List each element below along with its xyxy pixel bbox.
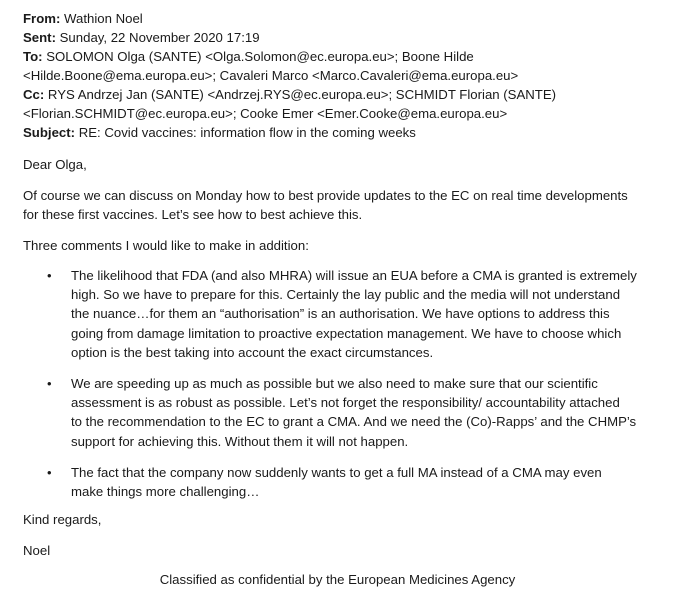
- bullet-1-line-2: high. So we have to prepare for this. Certainly the lay public and the media will not understand: [71, 287, 621, 303]
- sent-value: Sunday, 22 November 2020 17:19: [59, 30, 260, 45]
- to-label: To:: [23, 49, 43, 64]
- bullet-icon: •: [47, 464, 52, 480]
- sent-line: [23, 28, 663, 47]
- bullet-1-line-4: going from damage limitation to proactive expectation management. We have to choose which: [71, 325, 622, 341]
- email-header: [23, 9, 663, 142]
- from-label: From:: [23, 11, 61, 26]
- greeting: Dear Olga,: [23, 157, 87, 172]
- bullet-3-line-1: The fact that the company now suddenly wants to get a full MA instead of a CMA may even: [71, 464, 602, 480]
- paragraph-1-line-1: Of course we can discuss on Monday how to best provide updates to the EC on real time developments: [23, 188, 628, 203]
- from-line: [23, 9, 663, 28]
- bullet-item-1: [23, 266, 653, 362]
- sent-label: Sent:: [23, 30, 56, 45]
- bullet-item-3: [23, 463, 653, 501]
- classification-footer: Classified as confidential by the European Medicines Agency: [159, 572, 516, 587]
- cc-label: Cc:: [23, 87, 45, 102]
- bullet-icon: •: [47, 376, 52, 392]
- closing: Kind regards,: [23, 512, 102, 527]
- subject-value: RE: Covid vaccines: information flow in the coming weeks: [78, 125, 416, 140]
- bullet-1-line-1: The likelihood that FDA (and also MHRA) will issue an EUA before a CMA is granted is extremely: [71, 268, 637, 283]
- bullet-3-line-2: make things more challenging…: [71, 484, 260, 500]
- bullet-2-line-1: We are speeding up as much as possible but we also need to make sure that our scientific: [71, 376, 598, 392]
- cc-line: [23, 85, 663, 104]
- bullet-2-line-2: assessment is as robust as possible. Let’s not forget the responsibility/ accountability attached: [71, 395, 620, 411]
- bullet-2-line-3: to the recommendation to the EC to grant a CMA. And we need the (Co)-Rapps’ and the CHMP’s: [71, 414, 637, 430]
- cc-recipients-line-2: <Florian.SCHMIDT@ec.europa.eu>; Cooke Emer <Emer.Cooke@ema.europa.eu>: [23, 106, 508, 121]
- subject-label: Subject:: [23, 125, 76, 140]
- bullet-list: [23, 266, 653, 501]
- to-line: [23, 47, 663, 66]
- cc-recipients-line-1: RYS Andrzej Jan (SANTE) <Andrzej.RYS@ec.europa.eu>; SCHMIDT Florian (SANTE): [47, 87, 557, 102]
- bullet-1-line-5: option is the best taking into account the exact circumstances.: [71, 344, 434, 360]
- paragraph-2: Three comments I would like to make in addition:: [23, 238, 309, 253]
- paragraph-1-line-2: for these first vaccines. Let’s see how to best achieve this.: [23, 207, 363, 222]
- email-body: [23, 155, 653, 255]
- to-recipients-line-2: <Hilde.Boone@ema.europa.eu>; Cavaleri Marco <Marco.Cavaleri@ema.europa.eu>: [23, 68, 519, 83]
- from-value: Wathion Noel: [64, 11, 143, 26]
- bullet-2-line-4: support for achieving this. Without them it will not happen.: [71, 433, 409, 449]
- paragraph-1: [23, 186, 653, 224]
- subject-line: [23, 123, 663, 142]
- to-recipients-line-1: SOLOMON Olga (SANTE) <Olga.Solomon@ec.europa.eu>; Boone Hilde: [46, 49, 474, 64]
- bullet-item-2: [23, 374, 653, 451]
- bullet-icon: •: [47, 268, 52, 283]
- signature: Noel: [23, 543, 51, 558]
- bullet-1-line-3: the nuance…for them an “authorisation” is an authorisation. We have options to address this: [71, 306, 610, 322]
